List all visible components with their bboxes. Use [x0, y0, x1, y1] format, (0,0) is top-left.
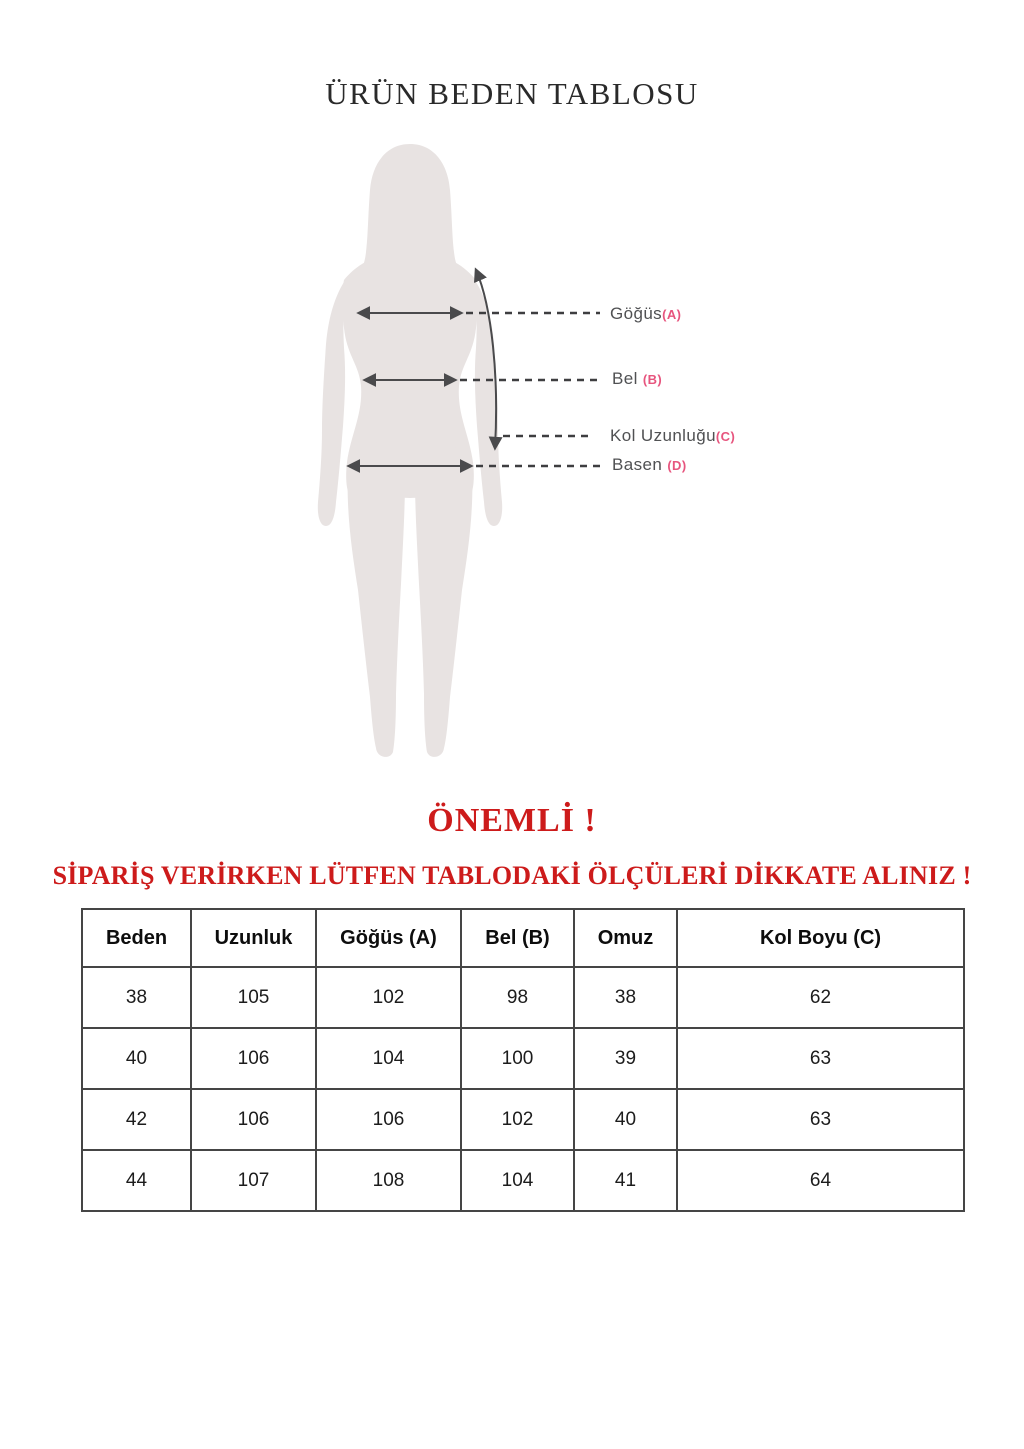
table-cell: 100: [461, 1028, 574, 1089]
table-row: [82, 967, 964, 1028]
table-row: [82, 1028, 964, 1089]
label-hip-text: Basen: [612, 455, 668, 474]
table-cell: 40: [574, 1089, 677, 1150]
table-cell: 63: [677, 1028, 964, 1089]
header-cell-omuz: Omuz: [574, 909, 677, 967]
table-cell: 40: [82, 1028, 191, 1089]
label-chest-text: Göğüs: [610, 304, 663, 323]
table-cell: 38: [574, 967, 677, 1028]
table-cell: 104: [461, 1150, 574, 1211]
header-cell-uzunluk: Uzunluk: [191, 909, 316, 967]
table-cell: 104: [316, 1028, 461, 1089]
header-cell-bel: Bel (B): [461, 909, 574, 967]
important-heading: ÖNEMLİ !: [427, 802, 597, 839]
table-cell: 108: [316, 1150, 461, 1211]
header-cell-kol-boyu: Kol Boyu (C): [677, 909, 964, 967]
body-measurement-diagram: [300, 132, 780, 787]
label-arm-length-text: Kol Uzunluğu: [610, 426, 716, 445]
size-table-header-row: [82, 909, 964, 967]
table-cell: 106: [316, 1089, 461, 1150]
label-hip-code: (D): [667, 458, 687, 473]
table-cell: 102: [316, 967, 461, 1028]
table-cell: 41: [574, 1150, 677, 1211]
table-cell: 42: [82, 1089, 191, 1150]
warning-message: SİPARİŞ VERİRKEN LÜTFEN TABLODAKİ ÖLÇÜLERİ DİKKATE ALINIZ !: [52, 861, 972, 890]
label-hip: [612, 455, 687, 475]
table-cell: 63: [677, 1089, 964, 1150]
table-cell: 106: [191, 1028, 316, 1089]
table-cell: 105: [191, 967, 316, 1028]
table-cell: 44: [82, 1150, 191, 1211]
table-cell: 106: [191, 1089, 316, 1150]
label-waist-text: Bel: [612, 369, 643, 388]
size-table: [81, 908, 965, 1212]
table-row: [82, 1089, 964, 1150]
table-row: [82, 1150, 964, 1211]
label-chest: [610, 304, 681, 324]
table-cell: 98: [461, 967, 574, 1028]
female-body-silhouette: [318, 144, 502, 757]
page-title: ÜRÜN BEDEN TABLOSU: [325, 76, 699, 111]
header-cell-beden: Beden: [82, 909, 191, 967]
label-arm-length-code: (C): [715, 429, 736, 444]
label-waist-code: (B): [642, 372, 663, 387]
table-cell: 39: [574, 1028, 677, 1089]
label-arm-length: [610, 426, 735, 446]
header-cell-gogus: Göğüs (A): [316, 909, 461, 967]
table-cell: 107: [191, 1150, 316, 1211]
label-waist: [612, 369, 662, 389]
table-cell: 64: [677, 1150, 964, 1211]
table-cell: 102: [461, 1089, 574, 1150]
table-cell: 62: [677, 967, 964, 1028]
label-chest-code: (A): [662, 307, 682, 322]
table-cell: 38: [82, 967, 191, 1028]
